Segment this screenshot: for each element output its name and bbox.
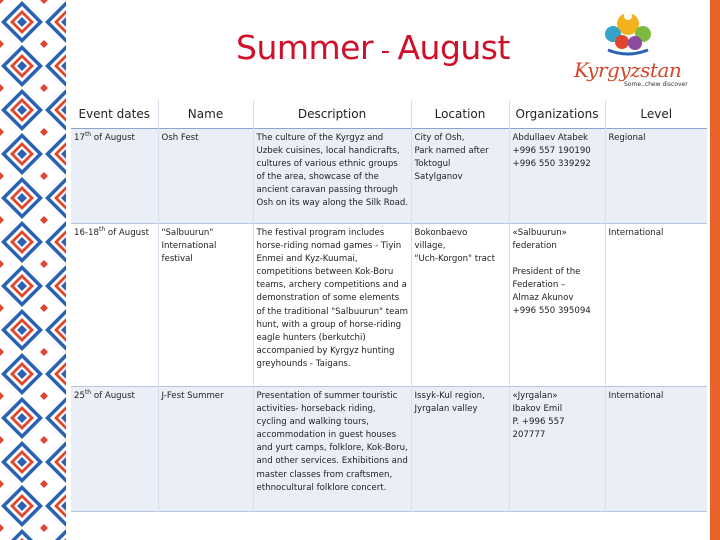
table-row bbox=[71, 129, 707, 224]
event-date-cell: 25th of August bbox=[74, 389, 135, 401]
table-header-row bbox=[71, 100, 707, 129]
event-name-cell: "Salbuurun" International festival bbox=[158, 224, 253, 387]
event-location-cell: City of Osh, Park named after Toktogul Satylganov bbox=[411, 129, 509, 224]
logo-wordmark: Kyrgyzstan bbox=[574, 58, 682, 82]
event-description-cell: The festival program includes horse-riding nomad games - Tiyin Enmei and Kyz-Kuumai, competitions between Kok-Boru teams, archery competitions and a demonstration of some elements of the traditional "Salbuurun" team hunt, with a group of horse-riding eagle hunters (berkutchi) accompanied by Kyrgyz hunting greyhounds - Taigans. bbox=[253, 224, 411, 387]
event-organizations-cell: Abdullaev Atabek +996 557 190190 +996 550 339292 bbox=[509, 129, 605, 224]
table-row bbox=[71, 387, 707, 512]
title-main: Summer bbox=[236, 28, 374, 67]
table-row bbox=[71, 224, 707, 387]
event-name-cell: Osh Fest bbox=[158, 129, 253, 224]
event-level-cell: International bbox=[605, 387, 707, 512]
event-description-cell: The culture of the Kyrgyz and Uzbek cuisines, local handicrafts, cultures of various ethnic groups of the area, showcase of the ancient caravan passing through Osh on its way along the Silk Road. bbox=[253, 129, 411, 224]
decorative-diamond-pattern bbox=[0, 0, 66, 540]
event-level-cell: International bbox=[605, 224, 707, 387]
title-rest: August bbox=[397, 28, 510, 67]
event-organizations-cell: «Salbuurun» federation President of the Federation – Almaz Akunov +996 550 395094 bbox=[509, 224, 605, 387]
kyrgyzstan-logo bbox=[572, 4, 688, 92]
logo-tagline: Some..chew discover bbox=[624, 81, 688, 88]
event-location-cell: Issyk-Kul region, Jyrgalan valley bbox=[411, 387, 509, 512]
event-location-cell: Bokonbaevo village, "Uch-Korgon" tract bbox=[411, 224, 509, 387]
event-date-cell: 16-18th of August bbox=[74, 226, 149, 238]
header-level: Level bbox=[605, 100, 707, 129]
events-table bbox=[71, 100, 707, 512]
event-name-cell: J-Fest Summer bbox=[158, 387, 253, 512]
right-accent-bar bbox=[710, 0, 720, 540]
event-level-cell: Regional bbox=[605, 129, 707, 224]
header-description: Description bbox=[253, 100, 411, 129]
page-title bbox=[236, 28, 510, 67]
header-event-dates: Event dates bbox=[78, 107, 150, 121]
header-organizations: Organizations bbox=[509, 100, 605, 129]
header-location: Location bbox=[411, 100, 509, 129]
title-dash: - bbox=[373, 36, 398, 66]
event-organizations-cell: «Jyrgalan» Ibakov Emil P. +996 557 207777 bbox=[509, 387, 605, 512]
event-description-cell: Presentation of summer touristic activities- horseback riding, cycling and walking tours, accommodation in guest houses and yurt camps, folklore, Kok-Boru, and other services. Exhibitions and master classes from craftsmen, ethnocultural folklore concert. bbox=[253, 387, 411, 512]
event-date-cell: 17th of August bbox=[74, 131, 135, 143]
logo-emblem-icon bbox=[572, 4, 684, 60]
header-name: Name bbox=[158, 100, 253, 129]
events-table-container bbox=[71, 100, 707, 512]
